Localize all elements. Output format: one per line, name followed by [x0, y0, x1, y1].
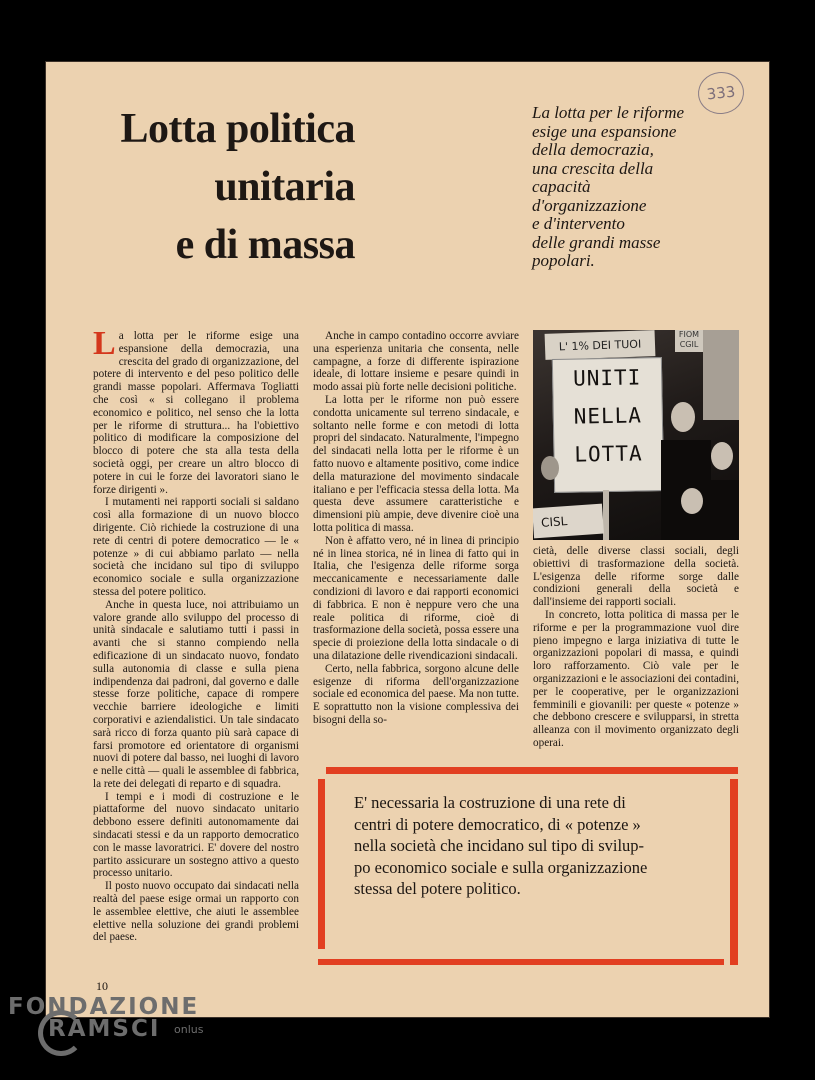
- article-subtitle: [532, 104, 742, 271]
- paragraph: Anche in questa luce, noi attribuiamo un valore grande allo sviluppo del processo di unità sindacale e salutiamo tutti i passi in avanti che si stanno compiendo nella edificazione di un sindacato nuovo, fondato sulla autonomia di classe e sulla piena indipendenza dai padroni, dal governo e dalle stesse forze politiche, capace di rompere vecchie barriere ideologiche e limiti corporativi e aziendalistici. Un tale sindacato sarà ricco di forza quanto più sarà capace di farsi promotore ed orientatore di organismi nuovi di potere dal basso, nei luoghi di lavoro e nelle città — quali le assemblee di fabbrica, la rete dei delegati di reparto e di squadra.: [93, 598, 299, 790]
- sign-line: NELLA: [573, 403, 643, 429]
- subtitle-line: d'organizzazione: [532, 195, 647, 215]
- page-number: 10: [96, 979, 108, 993]
- subtitle-line: e d'intervento: [532, 214, 625, 233]
- photo-top-sign: L' 1% DEI TUOI: [545, 330, 656, 360]
- watermark-logo: [8, 994, 204, 1042]
- frame-right: [730, 779, 738, 965]
- pull-quote: [354, 792, 714, 900]
- paragraph: Certo, nella fabbrica, sorgono alcune delle esigenze di riforma dell'organizzazione sociale ed economica del paese. Ma non tutte. E soprattutto non la visione complessiva dei bisogni della so-: [313, 662, 519, 726]
- quote-line: po economico sociale e sulla organizzazione: [354, 857, 648, 877]
- title-line: e di massa: [175, 222, 355, 268]
- frame-left: [318, 779, 325, 949]
- title-line: Lotta politica: [120, 106, 355, 152]
- protest-photo: [533, 330, 739, 540]
- photo-right-sign: [703, 330, 739, 420]
- sign-line: LOTTA: [574, 441, 643, 467]
- sign-line: UNITI: [572, 365, 642, 391]
- protester-face: [681, 488, 703, 514]
- paragraph: Il posto nuovo occupato dai sindacati nella realtà del paese esige ormai un rapporto con le assemblee elettive, che aiuti le assemblee elettive nella soluzione dei grandi problemi del paese.: [93, 880, 299, 944]
- subtitle-line: capacità: [532, 177, 591, 196]
- subtitle-line: delle grandi masse: [532, 232, 661, 252]
- quote-line: nella società che incidano sul tipo di svilup-: [354, 836, 645, 855]
- quote-line: stessa del potere politico.: [354, 879, 521, 898]
- subtitle-line: La lotta per le riforme: [532, 103, 685, 122]
- paragraph: In concreto, lotta politica di massa per le riforme e per la programmazione vuol dire pieno impegno e larga iniziativa di tutte le organizzazioni popolari di massa, e quindi loro rafforzamento. Ciò vale per le organizzazioni e le associazioni dei contadini, per le cooperative, per le organizzazioni femminili e giovanili: per queste « potenze » che debbono crescere e svilupparsi, in stretta alleanza con il movimento organizzato degli operai.: [533, 608, 739, 749]
- frame-top: [326, 767, 738, 774]
- quote-line: E' necessaria la costruzione di una rete di: [354, 793, 626, 812]
- photo-main-sign: [552, 357, 664, 493]
- photo-fiom-sign: FIOM CGIL: [675, 330, 703, 352]
- quote-line: centri di potere democratico, di « potenze »: [354, 814, 641, 834]
- paragraph: cietà, delle diverse classi sociali, degli obiettivi di trasformazione della società. L'esigenza delle riforme sorge dalle condizioni generali della società e dall'insieme dei rapporti sociali.: [533, 545, 739, 609]
- subtitle-line: esige una espansione: [532, 121, 677, 141]
- watermark-line2: RAMSCI: [48, 1016, 161, 1042]
- body-column-3: [533, 545, 739, 750]
- drop-cap: L: [93, 325, 116, 362]
- page-annotation: 333: [696, 70, 746, 117]
- article-title: [70, 100, 355, 274]
- paragraph: Non è affatto vero, né in linea di principio né in linea storica, né in linea di fatto qui in Italia, che l'esigenza delle riforme sorga meccanicamente e necessariamente dalle condizioni di lavoro e dai rapporti economici di fabbrica. E non è neppure vero che una reale politica di riforme, cioè di trasformazione della società, possa essere una specie di proiezione della lotta sindacale o di una dilatazione delle rivendicazioni sindacali.: [313, 534, 519, 662]
- protester-body: [703, 480, 739, 540]
- subtitle-line: popolari.: [532, 251, 595, 270]
- paragraph: Anche in campo contadino occorre avviare una esperienza unitaria che consenta, nelle campagne, a forze di differente ispirazione ideale, di lottare insieme e pesare quindi in modo assai più forte nelle decisioni politiche.: [313, 330, 519, 394]
- body-column-1: [93, 325, 299, 944]
- title-line: unitaria: [214, 164, 355, 210]
- paragraph: La lotta per le riforme non può essere condotta unicamente sul terreno sindacale, e soltanto nelle forme e con metodi di lotta propri del sindacato. Naturalmente, l'impegno del sindacati nella lotta per le riforme è un fatto nuovo e altamente positivo, come indice della maturazione del movimento sindacale italiano e per l'efficacia stessa della lotta. Ma questa deve assumere caratteristiche e dimensioni più ampie, deve divenire cioè una lotta politica di massa.: [313, 393, 519, 534]
- paragraph-text: a lotta per le riforme esige una espansione della democrazia, una crescita del grado di organizzazione, del potere di intervento e del peso politico delle grandi masse popolari. Affermava Togliatti che così « si collegano il problema economico e politico, nel senso che la lotta per le riforme di struttura... ha l'obiettivo politico di modificare la composizione del blocco di potere che sta alla testa della società oggi, per creare un altro blocco di potere in cui le forze dei lavoratori siano le forze dirigenti ».: [93, 330, 299, 496]
- subtitle-line: una crescita della: [532, 158, 654, 178]
- protester-face: [671, 402, 695, 432]
- protester-face: [711, 442, 733, 470]
- body-column-2: [313, 330, 519, 727]
- paragraph: [93, 325, 299, 496]
- paragraph: I tempi e i modi di costruzione e le piattaforme del nuovo sindacato unitario debbono essere definiti autonomamente dai sindacati stessi e da un rapporto democratico con le masse lavoratrici. E' dovere del nostro partito assicurare un sostegno attivo a questo processo unitario.: [93, 790, 299, 880]
- photo-bottom-sign: CISL: [533, 504, 604, 539]
- frame-bottom: [318, 959, 724, 965]
- protester-face: [541, 456, 559, 480]
- subtitle-line: della democrazia,: [532, 140, 654, 159]
- paragraph: I mutamenti nei rapporti sociali si saldano così alla formazione di un nuovo blocco dirigente. Ciò richiede la costruzione di una rete di centri di potere democratico — le « potenze » di cui abbiamo parlato — nella società che incidano sul tipo di sviluppo economico sociale e sulla organizzazione stessa del potere politico.: [93, 496, 299, 598]
- watermark-suffix: onlus: [174, 1023, 204, 1036]
- watermark-line1: FONDAZIONE: [8, 994, 200, 1020]
